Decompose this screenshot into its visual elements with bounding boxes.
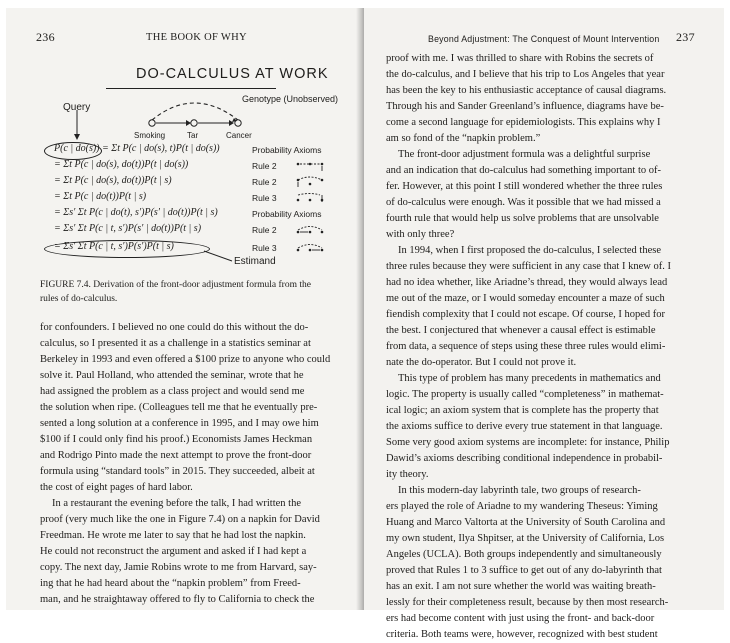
derivation-row: = Σs′ Σt P(c | t, s′)P(s′)P(t | s) xyxy=(54,241,174,252)
running-head-left: THE BOOK OF WHY xyxy=(146,32,247,43)
mini-diagram-icon xyxy=(294,223,328,237)
derivation-row: = Σt P(c | do(t))P(t | s) xyxy=(54,191,147,202)
left-paragraph-2: In a restaurant the evening before the talk, I had written the proof (very much like the one in Figure 7.4) on a napkin for David Freedman. He wrote me later to say that he had lost the napkin. He could not reconstruct the argument and asked if I had kept a copy. The next day, Jamie Robins wrote to me from Harvard, say- ing that he had heard about the “napkin problem” from Freed- man, and he straightaway offered to fly to California to check the xyxy=(40,498,320,605)
mini-diagram-icon xyxy=(294,159,328,173)
figure-title-rule xyxy=(106,88,276,89)
figure-title: DO-CALCULUS AT WORK xyxy=(136,66,329,82)
cancer-label: Cancer xyxy=(226,131,252,140)
right-paragraph-3: In 1994, when I first proposed the do-calculus, I selected these three rules because they were sufficient in any case that I knew of. I had no idea whether, like Ariadne’s thread, they would always lead me out of the maze, or I would someday encounter a maze of such fiendish complexity that I could not escape. Of course, I hoped for the best. I conjectured that whenever a causal effect is estimable from data, a sequence of steps using these three rules would elimi- nate the do-operator. But I could not prove it. xyxy=(386,245,671,368)
derivation-row: P(c | do(s)) = Σt P(c | do(s), t)P(t | do(s)) xyxy=(54,143,220,154)
page-number-right: 237 xyxy=(676,30,695,44)
rule-label: Probability Axioms xyxy=(252,209,322,219)
query-label: Query xyxy=(63,102,91,113)
derivation-row: = Σs′ Σt P(c | t, s′)P(s′ | do(t))P(t | s) xyxy=(54,223,202,234)
rule-label: Rule 2 xyxy=(252,177,277,187)
smoking-label: Smoking xyxy=(134,131,166,140)
rule-label: Rule 3 xyxy=(252,243,277,253)
tar-label: Tar xyxy=(187,131,199,140)
rule-label: Rule 2 xyxy=(252,225,277,235)
left-page xyxy=(6,8,362,610)
figure-caption: FIGURE 7.4. Derivation of the front-door adjustment formula from the rules of do-calculus. xyxy=(40,280,311,304)
estimand-label: Estimand xyxy=(234,256,276,267)
rule-label: Rule 3 xyxy=(252,193,277,203)
open-book xyxy=(6,8,724,640)
right-page xyxy=(364,8,724,640)
right-paragraph-5: In this modern-day labyrinth tale, two groups of research- ers played the role of Ariadne to my wandering Theseus: Yiming Huang and Marco Valtorta at the University of South Carolina and my own student, Ilya Shpitser, at the University of California, Los Angeles (UCLA). Both groups independently and simultaneously proved that Rules 1 to 3 suffice to get out of any do-labyrinth that has an exit. I am not sure whether the world was waiting breath- lessly for their completeness result, because by then most research- ers had become content with just using the front- and back-door criteria. Both teams were, however, recognized with best student xyxy=(386,485,669,640)
right-paragraph-2: The front-door adjustment formula was a delightful surprise and an indication that do-calculus had something important to of- fer. However, at this point I still wondered whether the three rules of do-calculus were enough. Was it possible that we had missed a fourth rule that would help us solve problems that are unsolvable with only three? xyxy=(386,149,663,240)
rule-label: Rule 2 xyxy=(252,161,277,171)
genotype-label: Genotype (Unobserved) xyxy=(242,94,339,104)
running-head-right: Beyond Adjustment: The Conquest of Mount Intervention xyxy=(428,34,660,44)
rule-label: Probability Axioms xyxy=(252,145,322,155)
derivation-row: = Σt P(c | do(s), do(t))P(t | s) xyxy=(54,175,172,186)
right-paragraph-4: This type of problem has many precedents in mathematics and logic. The property is usually called “completeness” in mathemat- ical logic; an axiom system that is complete has the property that the axioms suffice to derive every true statement in that language. Some very good axiom systems are incomplete: for instance, Philip Dawid’s axioms describing conditional independence in probabil- ity theory. xyxy=(386,373,670,480)
derivation-row: = Σs′ Σt P(c | do(t), s′)P(s′ | do(t))P(t | s) xyxy=(54,207,218,218)
page-number-left: 236 xyxy=(36,30,55,44)
derivation-row: = Σt P(c | do(s), do(t))P(t | do(s)) xyxy=(54,159,189,170)
mini-diagram-icon xyxy=(294,175,328,189)
mini-diagram-icon xyxy=(294,191,328,205)
left-paragraph-1: for confounders. I believed no one could do this without the do- calculus, so I presented it as a challenge in a statistics seminar at Berkeley in 1993 and even offered a $100 prize to anyone who could solve it. Paul Holland, who attended the seminar, wrote that he had assigned the problem as a class project and would send me the solution when ripe. (Colleagues tell me that he eventually pre- sented a long solution at a conference in 1995, and I may owe him $100 if I could only find his proof.) Economists James Heckman and Rodrigo Pinto made the next attempt to prove the front-door formula using “standard tools” in 2015. They succeeded, albeit at the cost of eight pages of hard labor. xyxy=(40,322,331,493)
right-paragraph-1: proof with me. I was thrilled to share with Robins the secrets of the do-calculus, and I believe that his trip to Los Angeles that year has been the key to his enthusiastic acceptance of causal diagrams. Through his and Sander Greenland’s influence, diagrams have be- come a second language for epidemiologists. This explains why I am so fond of the “napkin problem.” xyxy=(386,53,667,144)
mini-diagram-icon xyxy=(294,241,328,255)
